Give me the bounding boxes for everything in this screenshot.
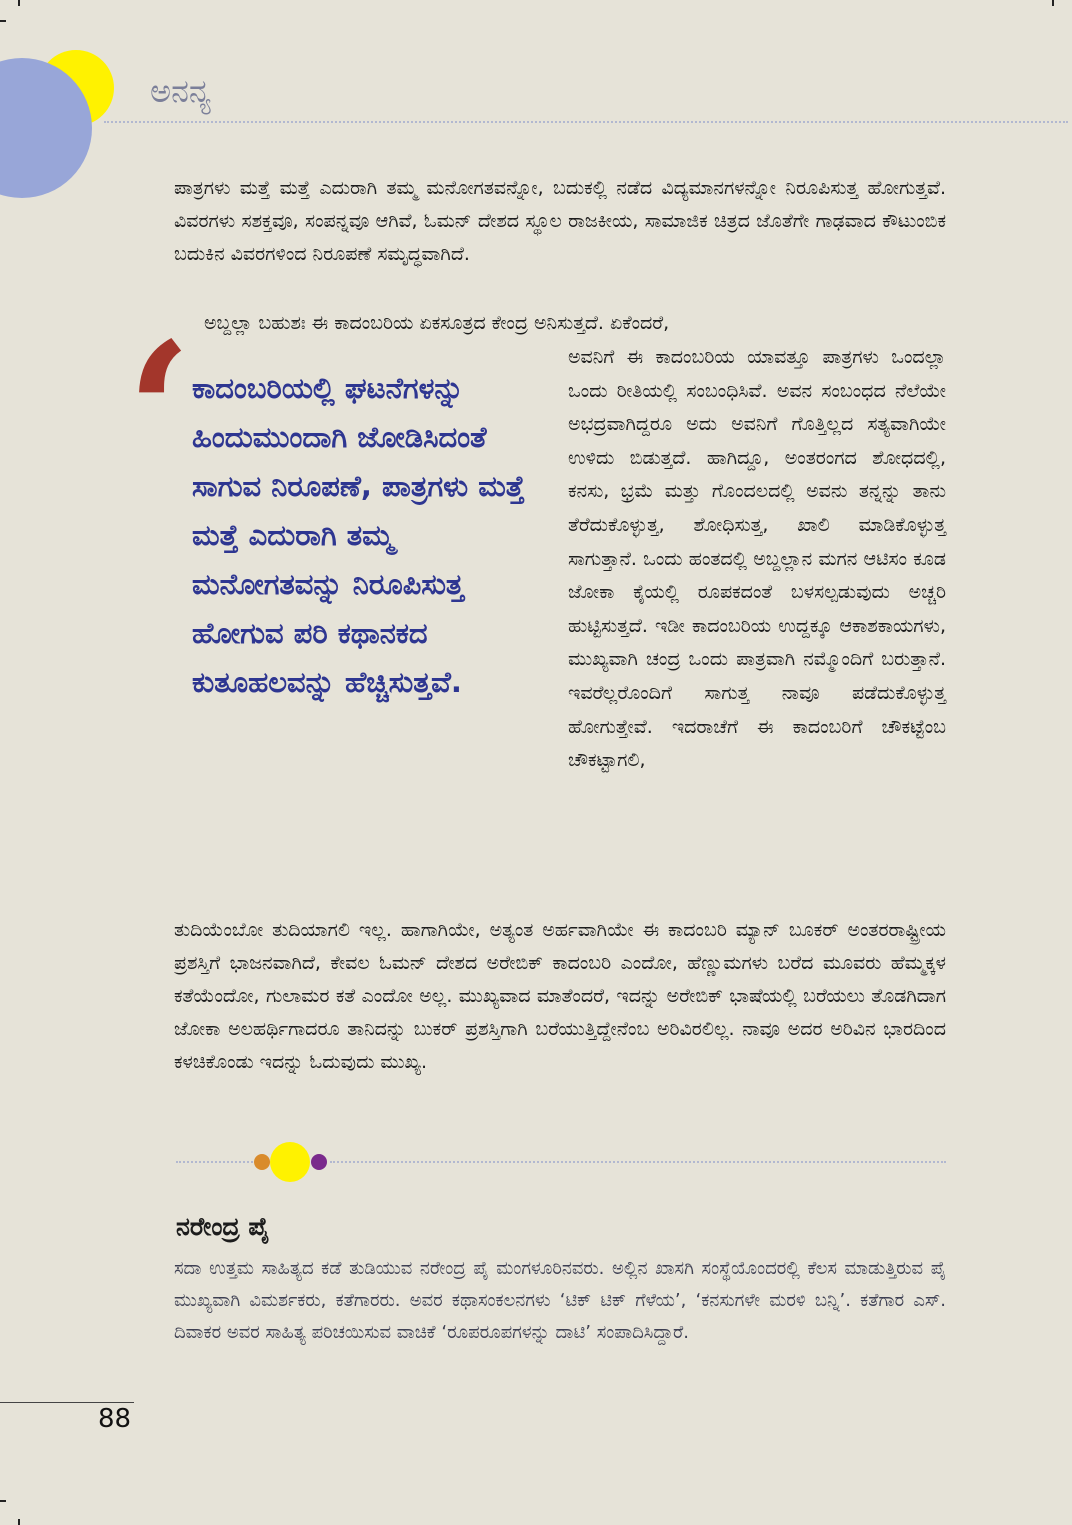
- section-divider-left: [176, 1161, 256, 1163]
- crop-mark-left-lower: [0, 1500, 6, 1502]
- body-column-right: ಅವನಿಗೆ ಈ ಕಾದಂಬರಿಯ ಯಾವತ್ತೂ ಪಾತ್ರಗಳು ಒಂದಲ್ಲಾ ಒಂದು ರೀತಿಯಲ್ಲಿ ಸಂಬಂಧಿಸಿವೆ. ಅವನ ಸಂಬಂಧದ ನೆಲೆಯೇ ಅಭದ್ರವಾಗಿದ್ದರೂ ಅದು ಅವನಿಗೆ ಗೊತ್ತಿಲ್ಲದ ಸತ್ಯವಾಗಿಯೇ ಉಳಿದು ಬಿಡುತ್ತದೆ. ಹಾಗಿದ್ದೂ, ಅಂತರಂಗದ ಶೋಧದಲ್ಲಿ, ಕನಸು, ಭ್ರಮೆ ಮತ್ತು ಗೊಂದಲದಲ್ಲಿ ಅವನು ತನ್ನನ್ನು ತಾನು ತೆರೆದುಕೊಳ್ಳುತ್ತ, ಶೋಧಿಸುತ್ತ, ಖಾಲಿ ಮಾಡಿಕೊಳ್ಳುತ್ತ ಸಾಗುತ್ತಾನೆ. ಒಂದು ಹಂತದಲ್ಲಿ ಅಬ್ದಲ್ಲಾನ ಮಗನ ಆಟಿಸಂ ಕೂಡ ಜೋಕಾ ಕೈಯಲ್ಲಿ ರೂಪಕದಂತೆ ಬಳಸಲ್ಪಡುವುದು ಅಚ್ಚರಿ ಹುಟ್ಟಿಸುತ್ತದೆ. ಇಡೀ ಕಾದಂಬರಿಯ ಉದ್ದಕ್ಕೂ ಆಕಾಶಕಾಯಗಳು, ಮುಖ್ಯವಾಗಿ ಚಂದ್ರ ಒಂದು ಪಾತ್ರವಾಗಿ ನಮ್ಮೊಂದಿಗೆ ಬರುತ್ತಾನೆ. ಇವರೆಲ್ಲರೊಂದಿಗೆ ಸಾಗುತ್ತ ನಾವೂ ಪಡೆದುಕೊಳ್ಳುತ್ತ ಹೋಗುತ್ತೇವೆ. ಇದರಾಚೆಗೆ ಈ ಕಾದಂಬರಿಗೆ ಚೌಕಟ್ಟೆಂಬ ಚೌಕಟ್ಟಾಗಲಿ,: [568, 346, 946, 772]
- running-title: ಅನನ್ಯ: [150, 72, 212, 110]
- section-divider-right: [330, 1161, 946, 1163]
- author-bio: ಸದಾ ಉತ್ತಮ ಸಾಹಿತ್ಯದ ಕಡೆ ತುಡಿಯುವ ನರೇಂದ್ರ ಪೈ ಮಂಗಳೂರಿನವರು. ಅಲ್ಲಿನ ಖಾಸಗಿ ಸಂಸ್ಥೆಯೊಂದರಲ್ಲಿ ಕೆಲಸ ಮಾಡುತ್ತಿರುವ ಪೈ ಮುಖ್ಯವಾಗಿ ವಿಮರ್ಶಕರು, ಕತೆಗಾರರು. ಅವರ ಕಥಾಸಂಕಲನಗಳು ‘ಟಿಕ್ ಟಿಕ್ ಗೆಳೆಯ’, ‘ಕನಸುಗಳೇ ಮರಳಿ ಬನ್ನಿ’. ಕತೆಗಾರ ಎಸ್. ದಿವಾಕರ ಅವರ ಸಾಹಿತ್ಯ ಪರಿಚಯಿಸುವ ವಾಚಿಕೆ ‘ರೂಪರೂಪಗಳನ್ನು ದಾಟಿ’ ಸಂಪಾದಿಸಿದ್ದಾರೆ.: [174, 1258, 946, 1343]
- crop-mark-top-right: [1052, 0, 1054, 6]
- pull-quote: ಕಾದಂಬರಿಯಲ್ಲಿ ಘಟನೆಗಳನ್ನು ಹಿಂದುಮುಂದಾಗಿ ಜೋಡಿಸಿದಂತೆ ಸಾಗುವ ನಿರೂಪಣೆ, ಪಾತ್ರಗಳು ಮತ್ತೆ ಮತ್ತೆ ಎದುರಾಗಿ ತಮ್ಮ ಮನೋಗತವನ್ನು ನಿರೂಪಿಸುತ್ತ ಹೋಗುವ ಪರಿ ಕಥಾನಕದ ಕುತೂಹಲವನ್ನು ಹೆಚ್ಚಿಸುತ್ತವೆ.: [192, 371, 525, 699]
- quote-mark-icon: ‘: [126, 301, 193, 524]
- page-number: 88: [98, 1404, 132, 1434]
- ornament-dot-orange: [254, 1154, 270, 1170]
- crop-mark-bottom-left: [18, 1519, 20, 1525]
- body-paragraph-bottom: ತುದಿಯೆಂಬೋ ತುದಿಯಾಗಲಿ ಇಲ್ಲ. ಹಾಗಾಗಿಯೇ, ಅತ್ಯಂತ ಅರ್ಹವಾಗಿಯೇ ಈ ಕಾದಂಬರಿ ಮ್ಯಾನ್ ಬೂಕರ್ ಅಂತರರಾಷ್ಟ್ರೀಯ ಪ್ರಶಸ್ತಿಗೆ ಭಾಜನವಾಗಿದೆ, ಕೇವಲ ಓಮನ್ ದೇಶದ ಅರೇಬಿಕ್ ಕಾದಂಬರಿ ಎಂದೋ, ಹೆಣ್ಣುಮಗಳು ಬರೆದ ಮೂವರು ಹೆಮ್ಮಕ್ಕಳ ಕತೆಯೆಂದೋ, ಗುಲಾಮರ ಕತೆ ಎಂದೋ ಅಲ್ಲ. ಮುಖ್ಯವಾದ ಮಾತೆಂದರೆ, ಇದನ್ನು ಅರೇಬಿಕ್ ಭಾಷೆಯಲ್ಲಿ ಬರೆಯಲು ತೊಡಗಿದಾಗ ಜೋಕಾ ಅಲಹರ್ಥಿಗಾದರೂ ತಾನಿದನ್ನು ಬುಕರ್ ಪ್ರಶಸ್ತಿಗಾಗಿ ಬರೆಯುತ್ತಿದ್ದೇನೆಂಬ ಅರಿವಿರಲಿಲ್ಲ. ನಾವೂ ಅದರ ಅರಿವಿನ ಭಾರದಿಂದ ಕಳಚಿಕೊಂಡು ಇದನ್ನು ಓದುವುದು ಮುಖ್ಯ.: [174, 919, 946, 1073]
- body-paragraph-top: ಪಾತ್ರಗಳು ಮತ್ತೆ ಮತ್ತೆ ಎದುರಾಗಿ ತಮ್ಮ ಮನೋಗತವನ್ನೋ, ಬದುಕಲ್ಲಿ ನಡೆದ ವಿದ್ಯಮಾನಗಳನ್ನೋ ನಿರೂಪಿಸುತ್ತ ಹೋಗುತ್ತವೆ. ವಿವರಗಳು ಸಶಕ್ತವೂ, ಸಂಪನ್ನವೂ ಆಗಿವೆ, ಓಮನ್ ದೇಶದ ಸ್ಥೂಲ ರಾಜಕೀಯ, ಸಾಮಾಜಿಕ ಚಿತ್ರದ ಜೊತೆಗೇ ಗಾಢವಾದ ಕೌಟುಂಬಿಕ ಬದುಕಿನ ವಿವರಗಳಿಂದ ನಿರೂಪಣೆ ಸಮೃದ್ಧವಾಗಿದೆ.: [174, 177, 946, 265]
- ornament-dot-yellow: [270, 1142, 310, 1182]
- crop-mark-left-upper: [0, 20, 6, 22]
- ornament-dot-purple: [311, 1154, 327, 1170]
- crop-mark-top-left: [18, 0, 20, 6]
- header-dotted-rule: [104, 121, 1068, 123]
- author-name: ನರೇಂದ್ರ ಪೈ: [176, 1212, 270, 1241]
- footer-rule: [0, 1402, 134, 1403]
- body-paragraph-lead: ಅಬ್ದಲ್ಲಾ ಬಹುಶಃ ಈ ಕಾದಂಬರಿಯ ಏಕಸೂತ್ರದ ಕೇಂದ್ರ ಅನಿಸುತ್ತದೆ. ಏಕೆಂದರೆ,: [204, 312, 670, 334]
